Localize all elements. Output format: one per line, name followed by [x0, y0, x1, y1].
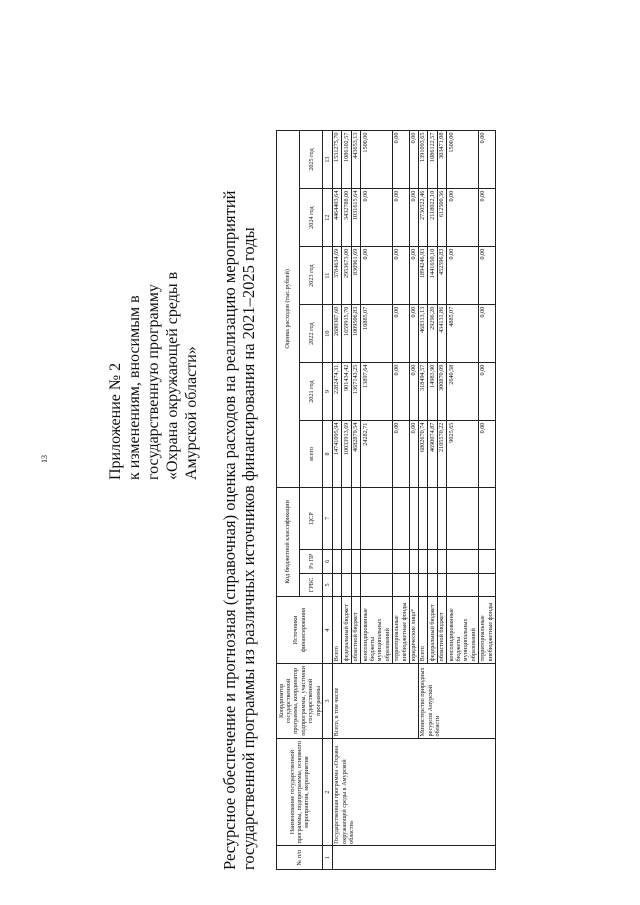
- header-name: Наименование государственной программы, подпрограммы, основного мероприятия, мероприятия: [277, 738, 323, 845]
- cell-2023: 1441650,10: [428, 247, 437, 305]
- col-number: 11: [323, 247, 332, 305]
- cell-2025: 0,00: [392, 131, 409, 189]
- cell-2025: 1086122,57: [428, 131, 437, 189]
- cell-2024: 4464403,64: [332, 189, 341, 247]
- cell-2023: 452596,83: [437, 247, 446, 305]
- cell-2025: 303471,08: [437, 131, 446, 189]
- appendix-line: государственную программу: [145, 284, 162, 480]
- cell-source: Всего: [418, 597, 427, 664]
- cell-source: областной бюджет: [351, 597, 360, 664]
- cell-total: 24282,71: [361, 421, 393, 488]
- col-number: 3: [323, 663, 332, 738]
- cell-2025: 0,00: [409, 131, 418, 189]
- cell-2024: 1031615,64: [351, 189, 360, 247]
- header-2023: 2023 год: [300, 247, 323, 305]
- cell-2022: 1009506,83: [351, 305, 360, 363]
- header-source: Источники финансирования: [277, 597, 323, 664]
- cell-coordinator: Министерство природных ресурсов Амурской области: [418, 663, 495, 738]
- col-number: 4: [323, 597, 332, 664]
- cell-source: консолидированные бюджеты муниципальных образований: [361, 597, 393, 664]
- cell-2024: 0,00: [409, 189, 418, 247]
- appendix-line: «Охрана окружающей среды в: [164, 271, 181, 480]
- cell-2023: 3784634,69: [332, 247, 341, 305]
- cell-2025: 0,00: [478, 131, 495, 189]
- cell-source: территориальные внебюджетные фонды: [392, 597, 409, 664]
- cell-total: 2105570,22: [437, 421, 446, 488]
- cell-2025: 1086102,57: [342, 131, 351, 189]
- header-2022: 2022 год: [300, 305, 323, 363]
- col-number: 13: [323, 131, 332, 189]
- header-coordinator: Координатор государственной программы, координатор подпрограммы, участники государственной программы: [277, 663, 323, 738]
- appendix-line: Амурской области»: [183, 346, 200, 480]
- header-grbs: ГРБС: [300, 573, 323, 597]
- col-number: 6: [323, 549, 332, 573]
- cell-2022: 0,00: [478, 305, 495, 363]
- cell-program-name: Государственная программа «Охрана окружающей среды в Амурской области»: [332, 738, 495, 845]
- cell-2022: 468313,13: [418, 305, 427, 363]
- header-2024: 2024 год: [300, 189, 323, 247]
- header-budget-code: Код бюджетной классификации: [277, 487, 300, 597]
- cell-2022: 0,00: [409, 305, 418, 363]
- cell-2023: 0,00: [361, 247, 393, 305]
- cell-2025: 1500,00: [361, 131, 393, 189]
- cell-2023: 1894246,93: [418, 247, 427, 305]
- cell-coordinator: Всего, в том числе: [332, 663, 418, 738]
- document-heading: Ресурсное обеспечение и прогнозная (справочная) оценка расходов на реализацию мероприятий государственной программы из различных источников финансирования на 2021–2025 годы: [220, 190, 258, 870]
- cell-2021: 1367143,25: [351, 363, 360, 421]
- cell-total: 0,00: [392, 421, 409, 488]
- cell-2024: 0,00: [361, 189, 393, 247]
- cell-total: 14741095,94: [332, 421, 341, 488]
- cell-2023: 0,00: [478, 247, 495, 305]
- col-number: 8: [323, 421, 332, 488]
- page-number: 13: [40, 455, 49, 463]
- cell-source: юридические лица*: [409, 597, 418, 664]
- header-rzpr: Рз ПР: [300, 549, 323, 573]
- rotated-page-content: [100, 50, 620, 870]
- cell-no: [332, 846, 495, 870]
- cell-2021: 2282474,31: [332, 363, 341, 421]
- cell-2024: 0,00: [392, 189, 409, 247]
- cell-2023: 0,00: [409, 247, 418, 305]
- cell-2024: 0,00: [447, 189, 479, 247]
- table-row: [332, 131, 341, 870]
- cell-2024: 2118022,10: [428, 189, 437, 247]
- cell-2022: 29296,20: [428, 305, 437, 363]
- col-number: 1: [323, 846, 332, 870]
- cell-source: федеральный бюджет: [428, 597, 437, 664]
- cell-2021: 2640,58: [447, 363, 479, 421]
- cell-2025: 1531275,70: [332, 131, 341, 189]
- cell-2022: 10885,07: [361, 305, 393, 363]
- cell-2021: 901434,42: [342, 363, 351, 421]
- cell-total: 9025,65: [447, 421, 479, 488]
- col-number: 12: [323, 189, 332, 247]
- cell-2021: 13897,64: [361, 363, 393, 421]
- cell-2022: 1659915,70: [342, 305, 351, 363]
- appendix-line: к изменениям, вносимым в: [126, 295, 143, 480]
- cell-2021: 0,00: [409, 363, 418, 421]
- cell-total: 0,00: [478, 421, 495, 488]
- cell-2021: 300870,09: [437, 363, 446, 421]
- cell-source: Всего: [332, 597, 341, 664]
- col-number: 10: [323, 305, 332, 363]
- cell-2021: 0,00: [392, 363, 409, 421]
- column-number-row: [323, 131, 332, 870]
- appendix-line: Приложение № 2: [107, 362, 124, 480]
- header-total: всего: [300, 421, 323, 488]
- cell-source: областной бюджет: [437, 597, 446, 664]
- cell-source: федеральный бюджет: [342, 597, 351, 664]
- resource-table: [276, 130, 496, 870]
- cell-2025: 443653,13: [351, 131, 360, 189]
- header-no: № п/п: [277, 846, 323, 870]
- header-estimate: Оценка расходов (тыс.рублей): [277, 131, 300, 488]
- cell-total: 4682879,54: [351, 421, 360, 488]
- cell-source: консолидированные бюджеты муниципальных образований: [447, 597, 479, 664]
- col-number: 5: [323, 573, 332, 597]
- cell-2021: 14983,90: [428, 363, 437, 421]
- appendix-note: [106, 250, 201, 480]
- cell-total: 0,00: [409, 421, 418, 488]
- cell-2022: 0,00: [392, 305, 409, 363]
- cell-2023: 0,00: [392, 247, 409, 305]
- cell-2024: 0,00: [478, 189, 495, 247]
- cell-2021: 0,00: [478, 363, 495, 421]
- col-number: 9: [323, 363, 332, 421]
- cell-2022: 4885,07: [447, 305, 479, 363]
- cell-2021: 318494,57: [418, 363, 427, 421]
- cell-2024: 3432788,00: [342, 189, 351, 247]
- col-number: 7: [323, 487, 332, 549]
- cell-total: 6802670,74: [418, 421, 427, 488]
- cell-2023: 0,00: [447, 247, 479, 305]
- cell-2025: 1500,00: [447, 131, 479, 189]
- header-2025: 2025 год: [300, 131, 323, 189]
- cell-total: 4690074,87: [428, 421, 437, 488]
- col-number: 2: [323, 738, 332, 845]
- cell-2022: 2680307,60: [332, 305, 341, 363]
- cell-2024: 2730522,46: [418, 189, 427, 247]
- cell-total: 10033913,69: [342, 421, 351, 488]
- cell-2025: 1391093,65: [418, 131, 427, 189]
- cell-source: территориальные внебюджетные фонды: [478, 597, 495, 664]
- header-csr: ЦСР: [300, 487, 323, 549]
- cell-2022: 434131,86: [437, 305, 446, 363]
- cell-2023: 830961,69: [351, 247, 360, 305]
- header-2021: 2021 год: [300, 363, 323, 421]
- cell-2023: 2953673,00: [342, 247, 351, 305]
- cell-2024: 612500,36: [437, 189, 446, 247]
